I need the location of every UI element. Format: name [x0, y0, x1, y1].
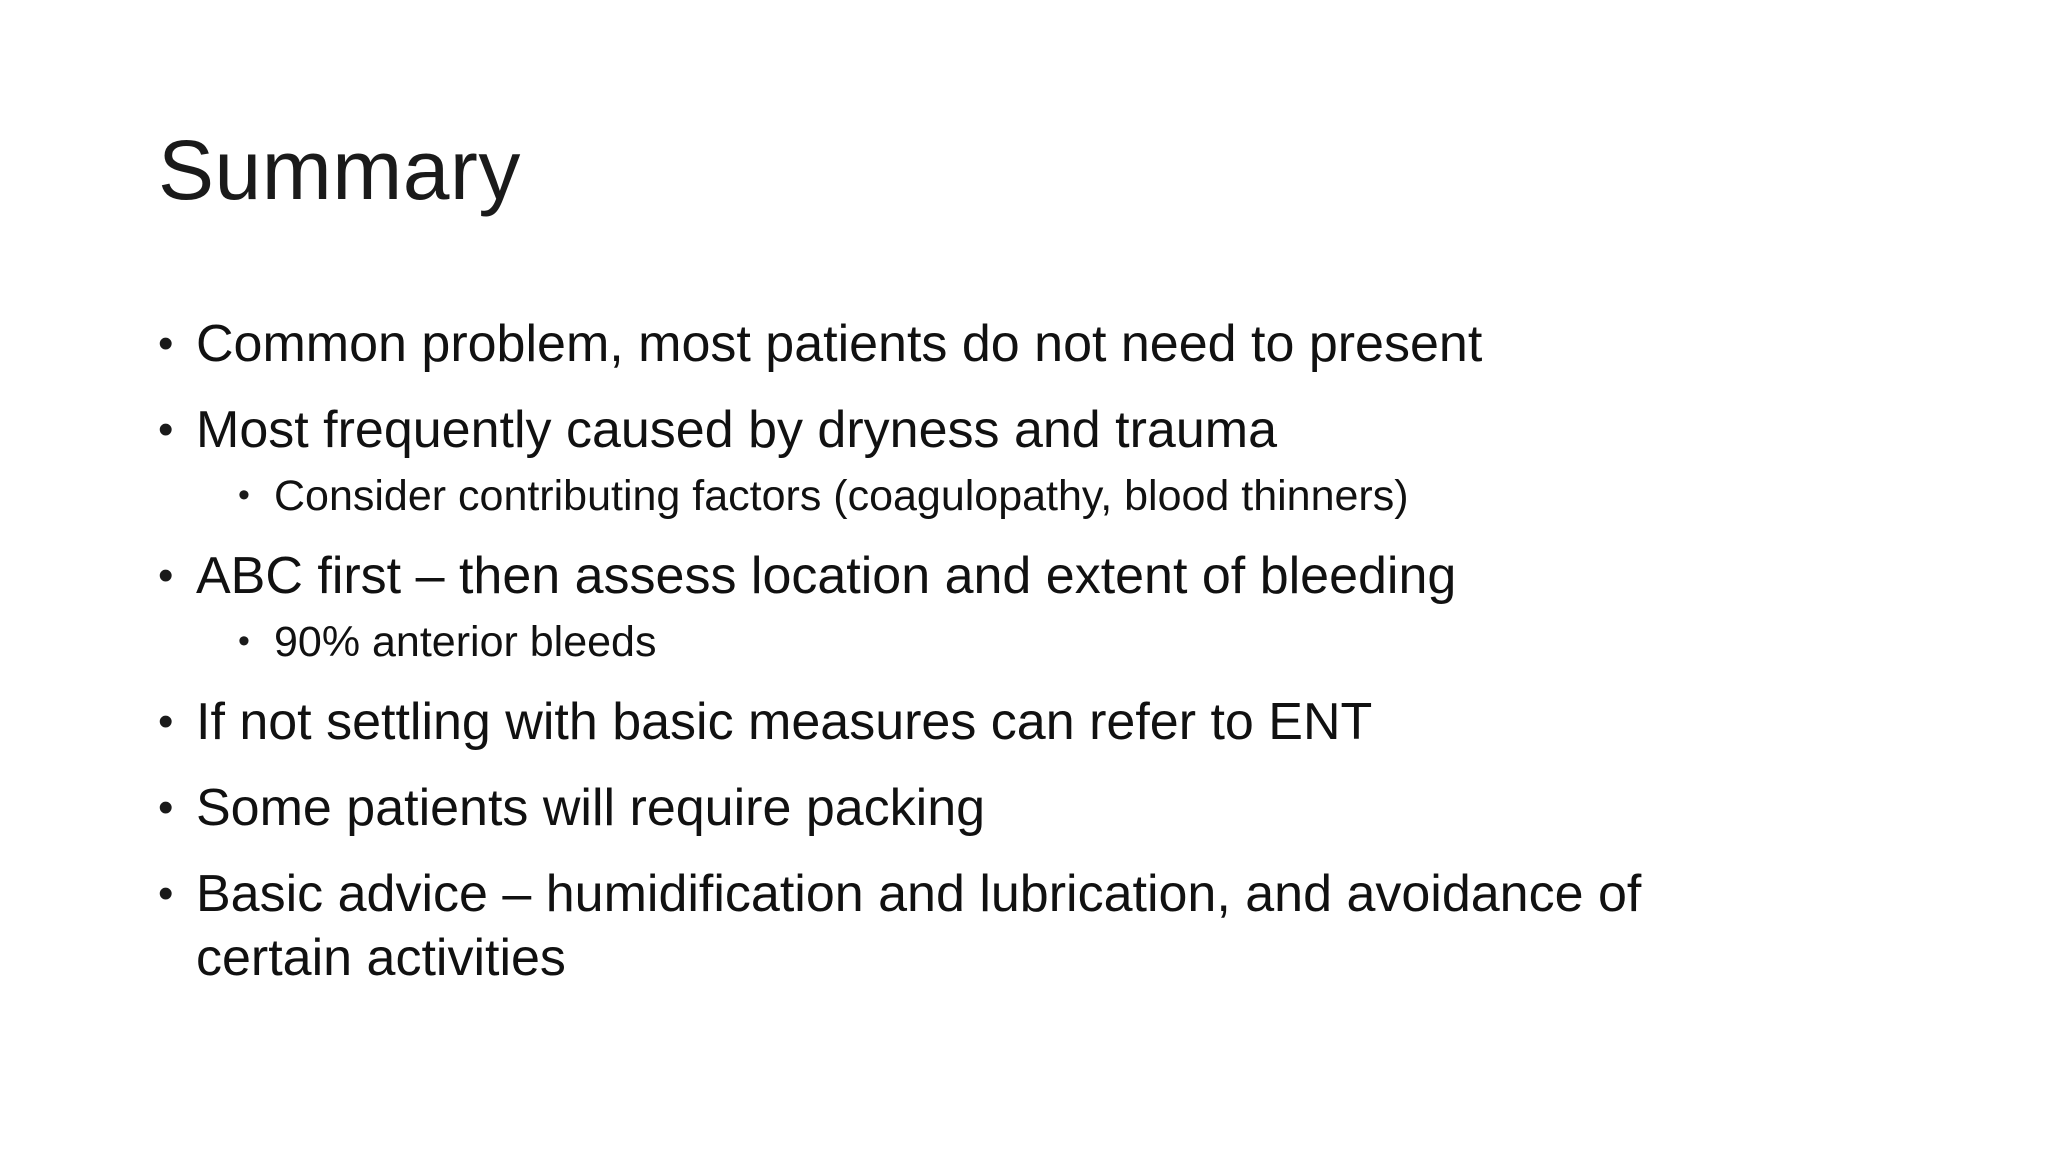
- bullet-item: [158, 690, 1758, 754]
- slide-title: Summary: [158, 123, 521, 217]
- bullet-icon: •: [158, 405, 174, 454]
- bullet-text: ABC first – then assess location and extent of bleeding: [196, 547, 1457, 605]
- bullet-item: [158, 544, 1758, 608]
- bullet-text: 90% anterior bleeds: [274, 618, 657, 666]
- sub-bullet-item: [158, 470, 1758, 522]
- bullet-item: [158, 312, 1758, 376]
- sub-bullet-item: [158, 616, 1758, 668]
- bullet-text: Some patients will require packing: [196, 779, 986, 837]
- bullet-list: [158, 312, 1758, 1012]
- bullet-item: [158, 776, 1758, 840]
- bullet-text: Basic advice – humidification and lubrication, and avoidance of certain activities: [196, 865, 1642, 987]
- bullet-text: Consider contributing factors (coagulopathy, blood thinners): [274, 472, 1409, 520]
- bullet-icon: •: [238, 476, 250, 514]
- bullet-icon: •: [158, 319, 174, 368]
- bullet-icon: •: [158, 697, 174, 746]
- bullet-item: [158, 862, 1758, 990]
- bullet-text: Most frequently caused by dryness and trauma: [196, 401, 1278, 459]
- bullet-icon: •: [158, 869, 174, 918]
- bullet-text: Common problem, most patients do not need to present: [196, 315, 1483, 373]
- bullet-text: If not settling with basic measures can refer to ENT: [196, 693, 1373, 751]
- bullet-icon: •: [238, 622, 250, 660]
- bullet-icon: •: [158, 783, 174, 832]
- bullet-icon: •: [158, 551, 174, 600]
- bullet-item: [158, 398, 1758, 462]
